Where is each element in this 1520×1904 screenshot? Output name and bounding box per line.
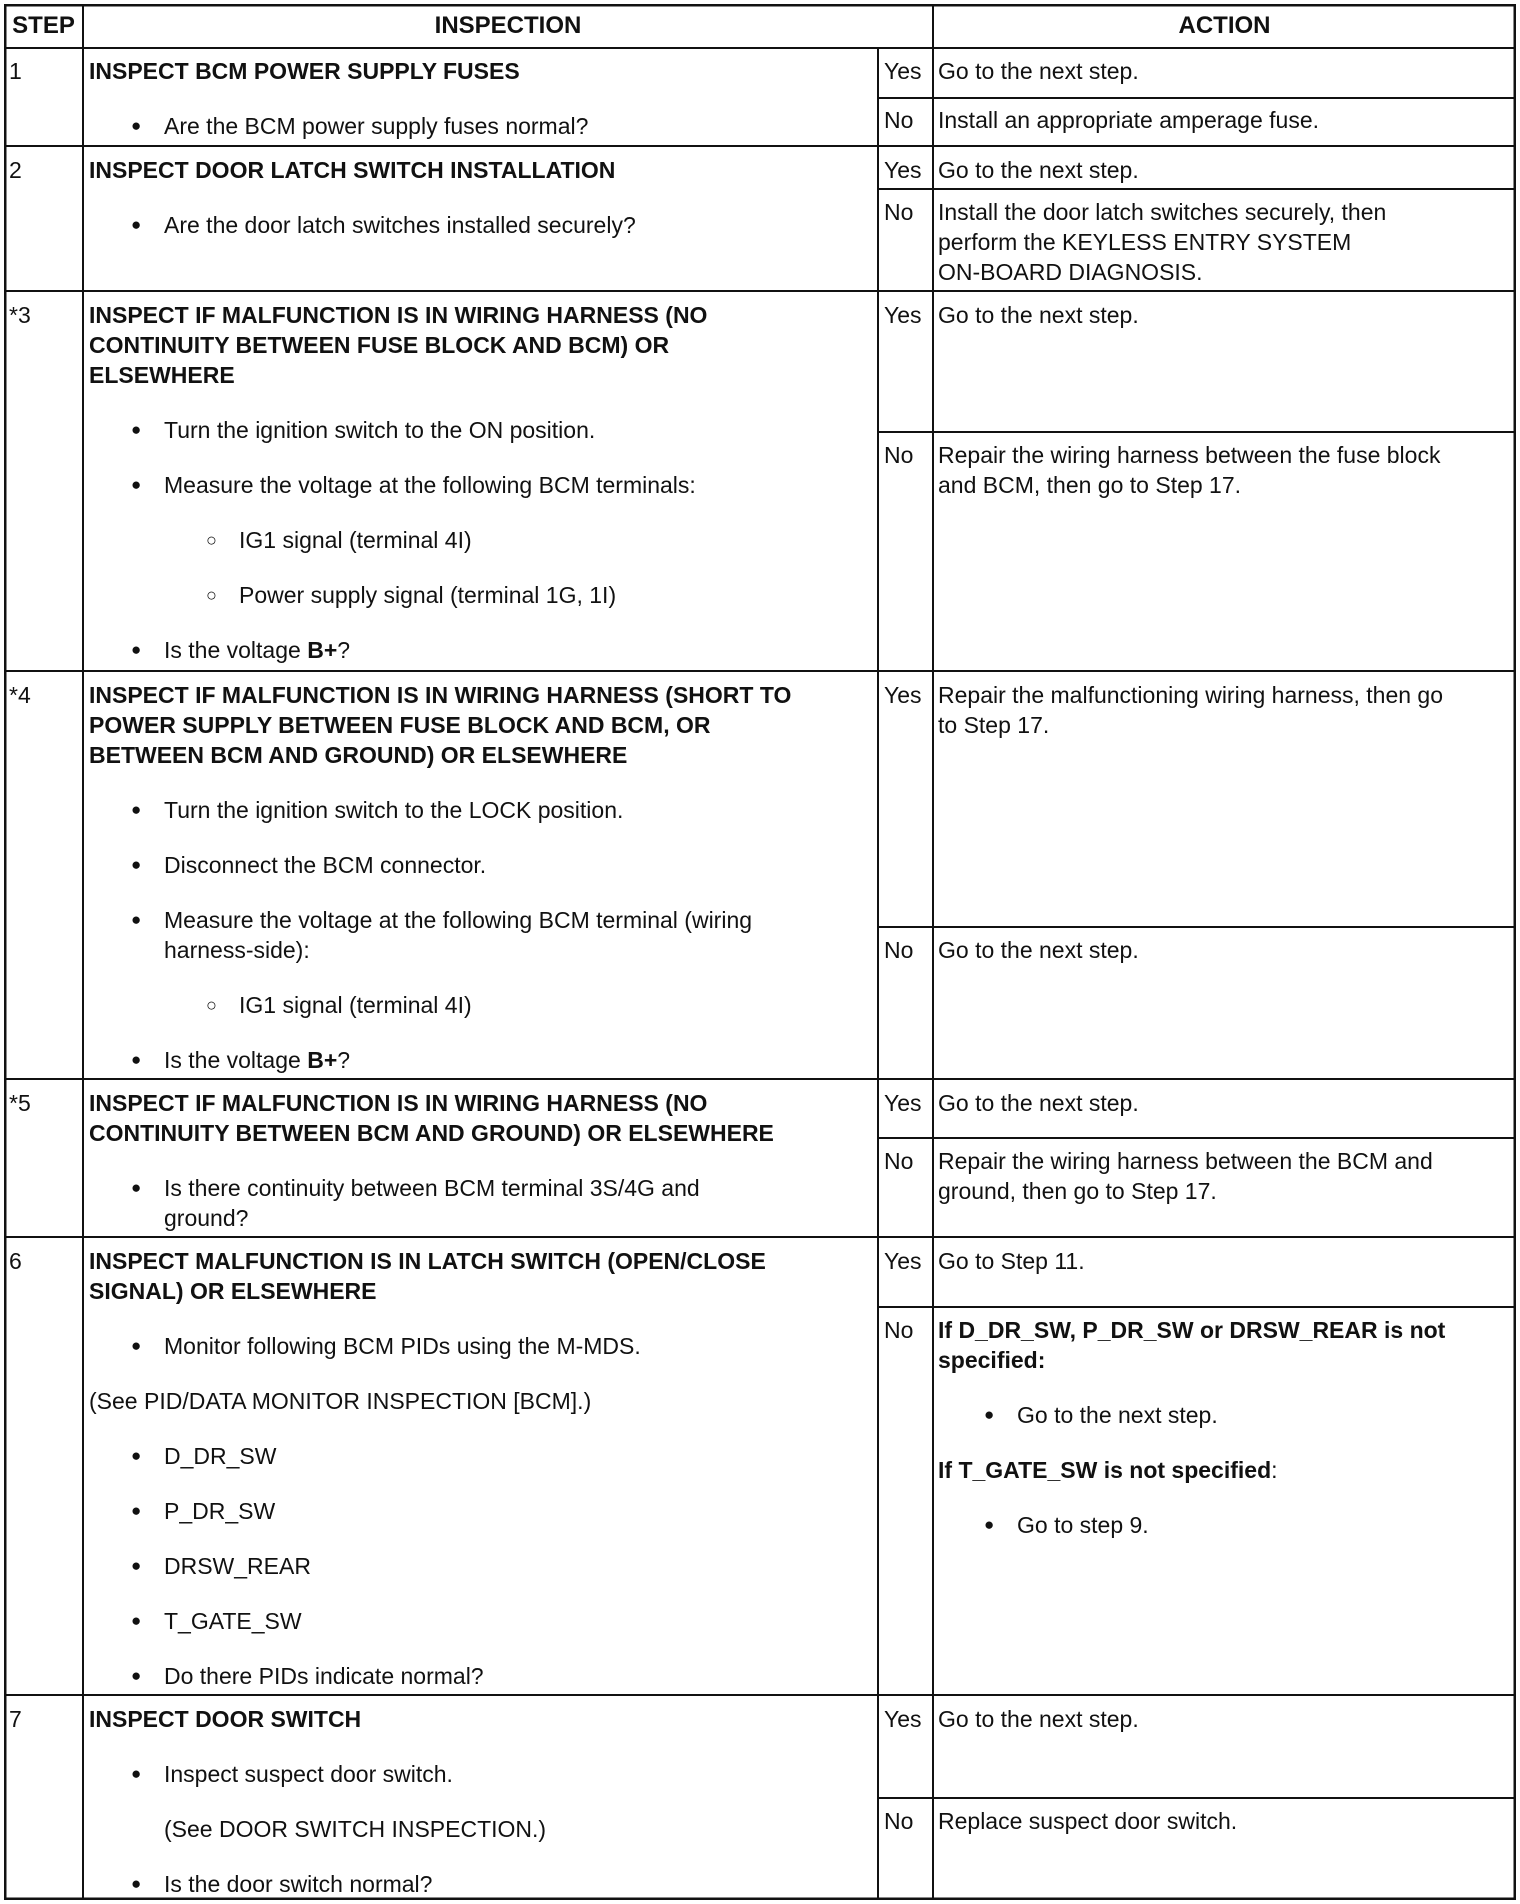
no-action: Install an appropriate amperage fuse.: [938, 107, 1320, 133]
yes-action: Go to the next step.: [938, 58, 1139, 84]
no-label: No: [884, 1317, 914, 1343]
yes-label: Yes: [884, 1090, 922, 1116]
step-title: CONTINUITY BETWEEN BCM AND GROUND) OR ELSEWHERE: [89, 1120, 774, 1146]
no-action: Repair the wiring harness between the fuse block: [938, 442, 1441, 468]
step-title: INSPECT IF MALFUNCTION IS IN WIRING HARNESS (SHORT TO: [89, 682, 792, 708]
inspection-item: ● T_GATE_SW: [164, 1606, 302, 1636]
no-action: and BCM, then go to Step 17.: [938, 472, 1242, 498]
no-action: Install the door latch switches securely, then: [938, 199, 1387, 225]
step-number: 7: [9, 1706, 22, 1732]
inspection-item: ● Measure the voltage at the following BCM terminal (wiring: [164, 905, 752, 935]
yes-action: Go to the next step.: [938, 1706, 1139, 1732]
yes-action: Go to Step 11.: [938, 1248, 1085, 1274]
inspection-item: ● Monitor following BCM PIDs using the M-MDS.: [164, 1331, 641, 1361]
inspection-subitem: ○ Power supply signal (terminal 1G, 1I): [239, 580, 616, 610]
yes-action: Go to the next step.: [938, 157, 1139, 183]
step-number: 1: [9, 58, 22, 84]
step-number: *5: [9, 1090, 31, 1116]
yes-action: Go to the next step.: [938, 302, 1139, 328]
no-action: Repair the wiring harness between the BCM and: [938, 1148, 1433, 1174]
yes-action: Go to the next step.: [938, 1090, 1139, 1116]
header-inspection: INSPECTION: [434, 12, 582, 39]
header-action: ACTION: [1178, 12, 1271, 39]
step-title: SIGNAL) OR ELSEWHERE: [89, 1278, 377, 1304]
yes-action: to Step 17.: [938, 712, 1050, 738]
inspection-item: ● Do there PIDs indicate normal?: [164, 1661, 484, 1691]
yes-label: Yes: [884, 1706, 922, 1732]
step-number: *4: [9, 682, 31, 708]
inspection-item: ● Are the door latch switches installed securely?: [164, 210, 636, 240]
inspection-item: ● Turn the ignition switch to the ON position.: [164, 415, 595, 445]
step-title: INSPECT DOOR SWITCH: [89, 1706, 362, 1732]
inspection-item: ● Is the door switch normal?: [164, 1869, 432, 1899]
header-step: STEP: [12, 12, 75, 39]
inspection-item: ● Measure the voltage at the following BCM terminals:: [164, 470, 696, 500]
no-label: No: [884, 1148, 914, 1174]
inspection-subitem: ○ IG1 signal (terminal 4I): [239, 990, 472, 1020]
no-action: Go to the next step.: [938, 937, 1139, 963]
yes-action: Repair the malfunctioning wiring harness, then go: [938, 682, 1444, 708]
step-title: INSPECT BCM POWER SUPPLY FUSES: [89, 58, 520, 84]
no-action: ground, then go to Step 17.: [938, 1178, 1217, 1204]
step-title: INSPECT DOOR LATCH SWITCH INSTALLATION: [89, 157, 616, 183]
no-action: Replace suspect door switch.: [938, 1808, 1238, 1834]
step-number: 2: [9, 157, 22, 183]
inspection-item: ● Are the BCM power supply fuses normal?: [164, 111, 588, 141]
yes-label: Yes: [884, 302, 922, 328]
step-title: INSPECT IF MALFUNCTION IS IN WIRING HARNESS (NO: [89, 1090, 708, 1116]
step-number: *3: [9, 302, 31, 328]
yes-label: Yes: [884, 1248, 922, 1274]
yes-label: Yes: [884, 682, 922, 708]
inspection-item: ● Turn the ignition switch to the LOCK position.: [164, 795, 623, 825]
no-action-item: ● Go to step 9.: [1017, 1510, 1149, 1540]
no-action-item: ● Go to the next step.: [1017, 1400, 1218, 1430]
no-action: If D_DR_SW, P_DR_SW or DRSW_REAR is not: [938, 1317, 1446, 1343]
no-label: No: [884, 1808, 914, 1834]
yes-label: Yes: [884, 58, 922, 84]
no-label: No: [884, 199, 914, 225]
reference-text: (See PID/DATA MONITOR INSPECTION [BCM].): [89, 1388, 592, 1414]
no-action: ON-BOARD DIAGNOSIS.: [938, 259, 1203, 285]
no-label: No: [884, 442, 914, 468]
yes-label: Yes: [884, 157, 922, 183]
inspection-item: ● Is there continuity between BCM terminal 3S/4G and: [164, 1173, 700, 1203]
inspection-item: ● DRSW_REAR: [164, 1551, 311, 1581]
inspection-item: ● Inspect suspect door switch.: [164, 1759, 453, 1789]
step-title: INSPECT MALFUNCTION IS IN LATCH SWITCH (OPEN/CLOSE: [89, 1248, 766, 1274]
step-title: ELSEWHERE: [89, 362, 235, 388]
inspection-item: ● Is the voltage B+?: [164, 1045, 350, 1075]
no-action: perform the KEYLESS ENTRY SYSTEM: [938, 229, 1352, 255]
inspection-subitem: ○ IG1 signal (terminal 4I): [239, 525, 472, 555]
no-action: If T_GATE_SW is not specified:: [938, 1457, 1278, 1483]
reference-text: (See DOOR SWITCH INSPECTION.): [164, 1816, 547, 1842]
step-title: INSPECT IF MALFUNCTION IS IN WIRING HARNESS (NO: [89, 302, 708, 328]
no-label: No: [884, 937, 914, 963]
inspection-table: [4, 4, 1516, 1900]
inspection-item: ● D_DR_SW: [164, 1441, 276, 1471]
inspection-item: ● Disconnect the BCM connector.: [164, 850, 486, 880]
step-title: POWER SUPPLY BETWEEN FUSE BLOCK AND BCM, OR: [89, 712, 711, 738]
no-action: specified:: [938, 1347, 1046, 1373]
inspection-item-cont: ground?: [164, 1205, 249, 1231]
step-title: CONTINUITY BETWEEN FUSE BLOCK AND BCM) OR: [89, 332, 670, 358]
no-label: No: [884, 107, 914, 133]
step-number: 6: [9, 1248, 22, 1274]
step-title: BETWEEN BCM AND GROUND) OR ELSEWHERE: [89, 742, 628, 768]
inspection-item-cont: harness-side):: [164, 937, 310, 963]
inspection-item: ● Is the voltage B+?: [164, 635, 350, 665]
inspection-item: ● P_DR_SW: [164, 1496, 275, 1526]
